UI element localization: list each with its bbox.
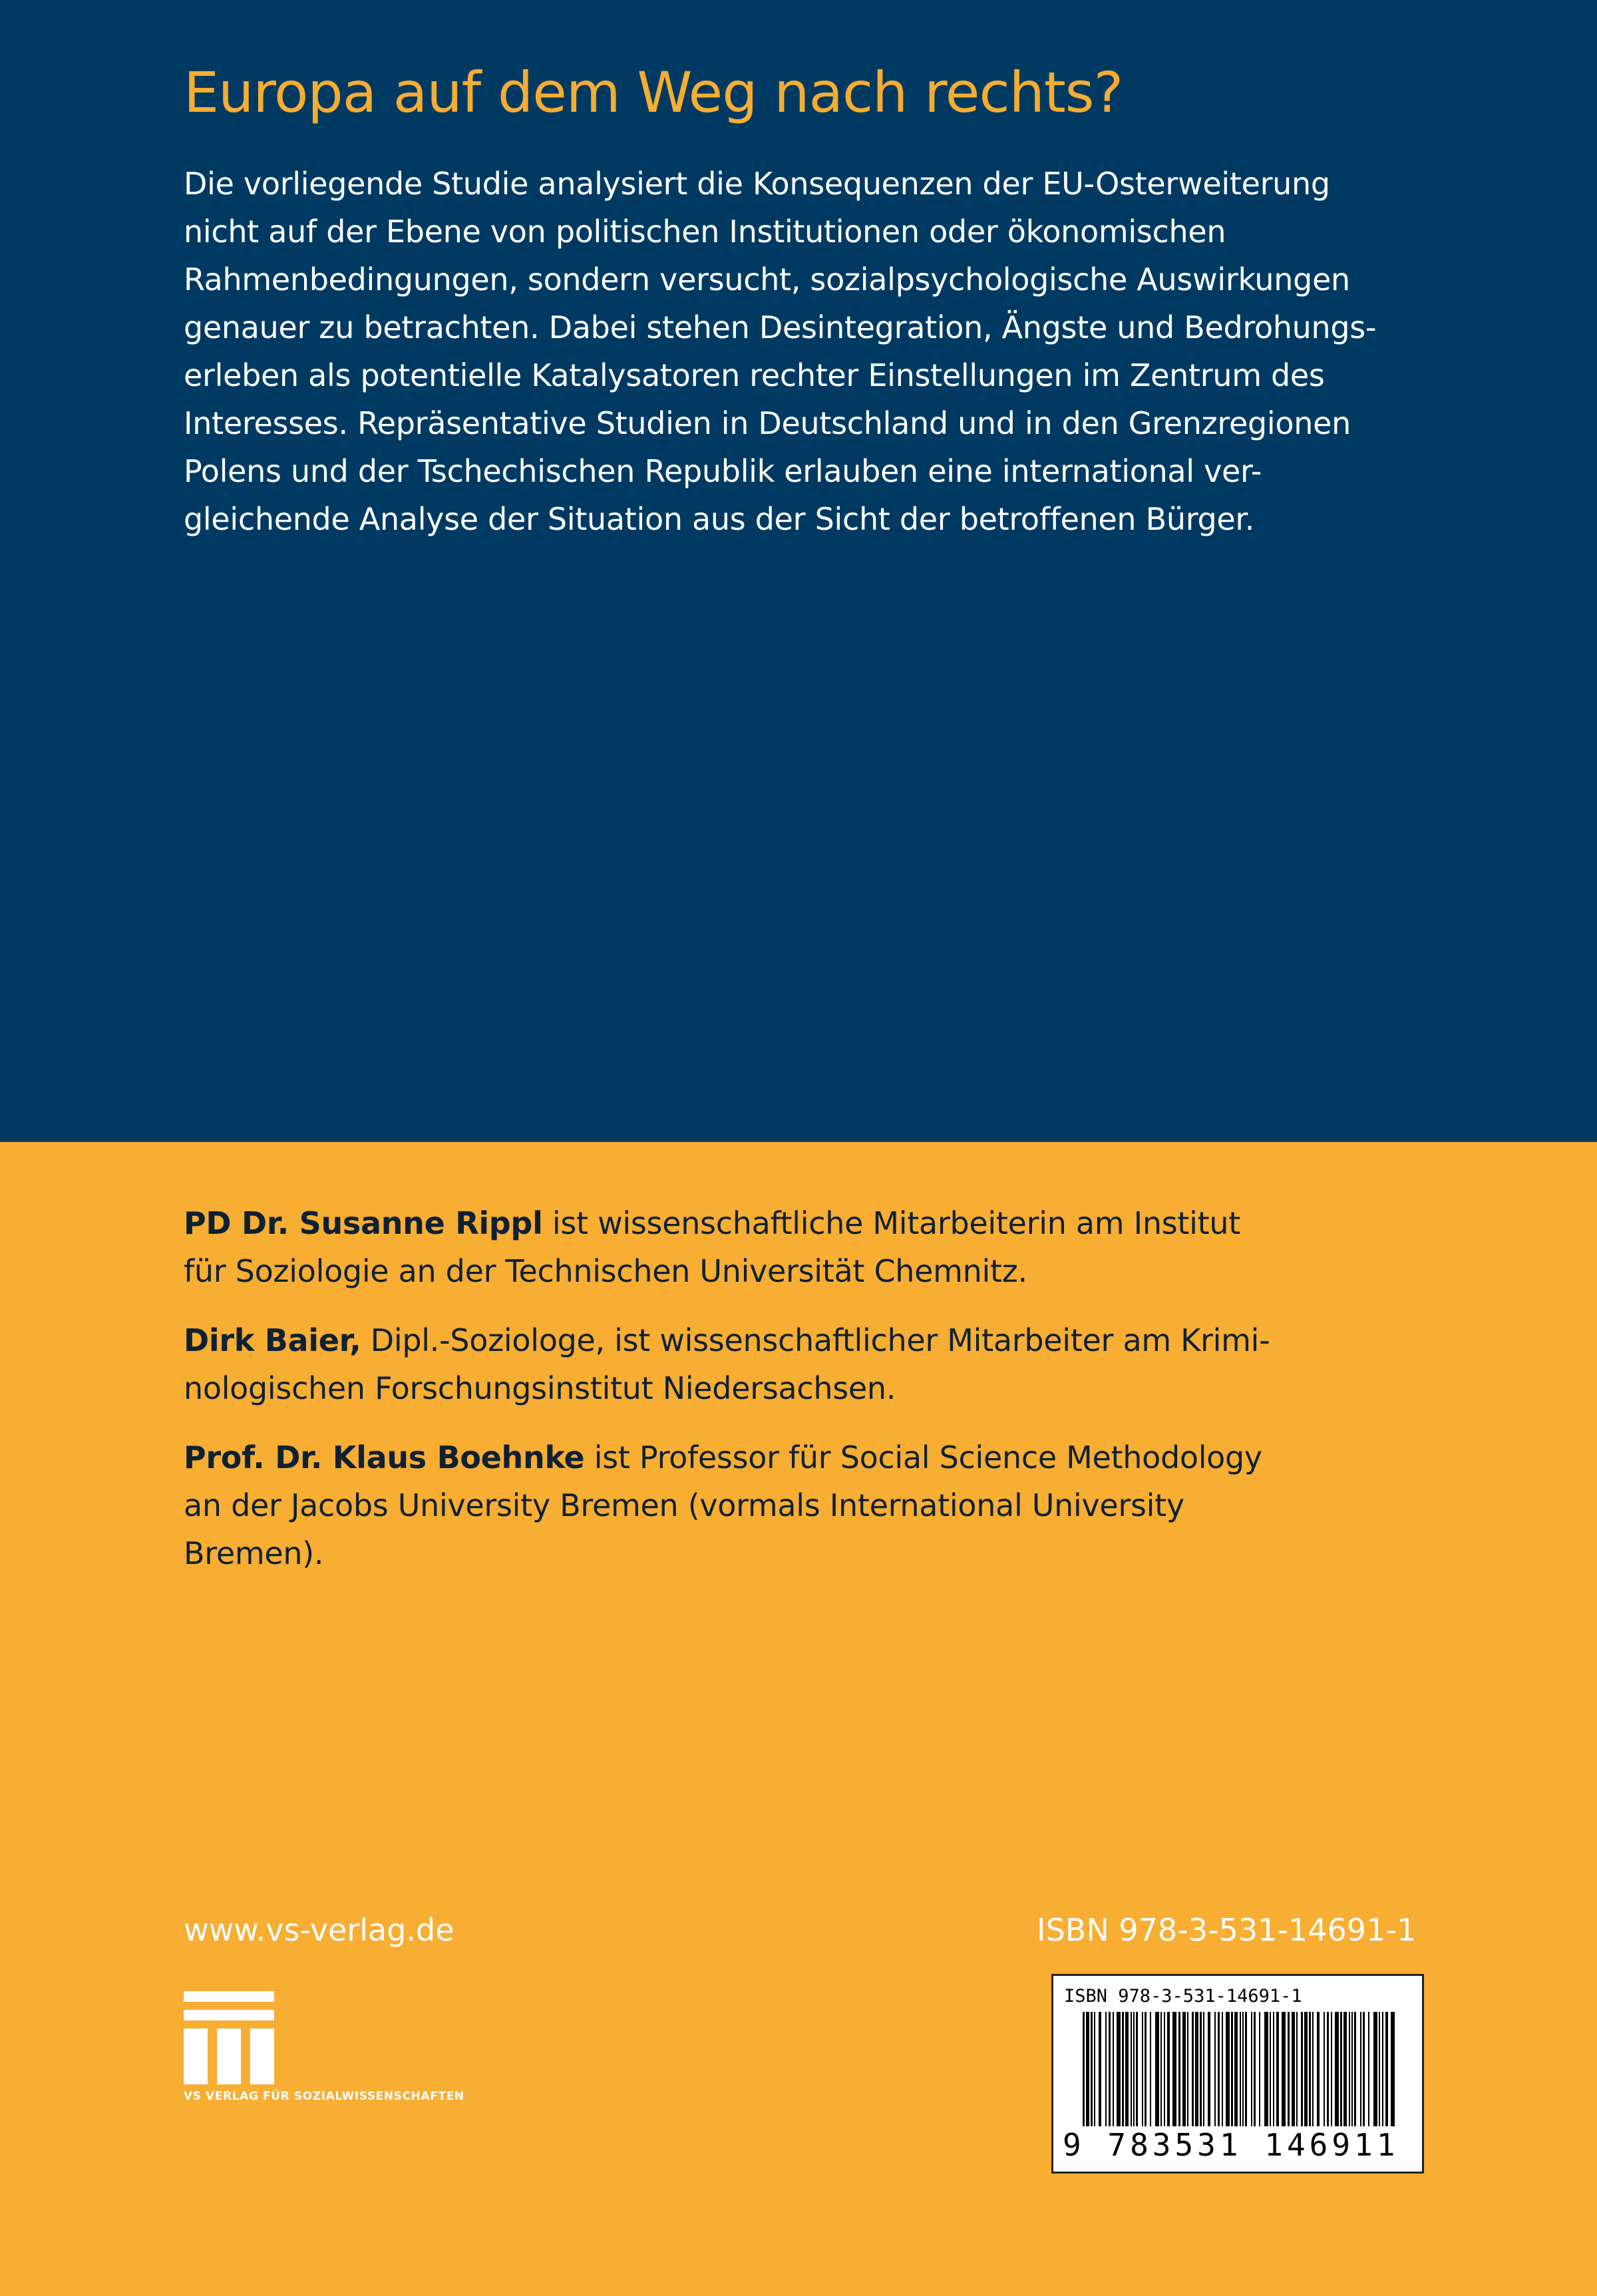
barcode-bar xyxy=(1385,2012,1388,2145)
description-line: Interesses. Repräsentative Studien in Deutschland und in den Grenzregionen xyxy=(184,405,1351,441)
barcode-bar xyxy=(1131,2012,1132,2145)
barcode-bar xyxy=(1200,2012,1202,2145)
barcode-bar xyxy=(1259,2012,1260,2145)
author-bio-line xyxy=(184,1199,1315,1247)
barcode-bar xyxy=(1214,2012,1216,2145)
barcode-bar xyxy=(1309,2012,1311,2145)
barcode-bar xyxy=(1109,2012,1111,2145)
barcode-bar xyxy=(1234,2012,1238,2145)
author-name: Prof. Dr. Klaus Boehnke xyxy=(184,1439,585,1475)
barcode-bar xyxy=(1208,2012,1210,2145)
author-bio xyxy=(184,1316,1315,1412)
barcode-bar xyxy=(1192,2012,1194,2145)
barcode-bar xyxy=(1264,2012,1268,2145)
description-line: gleichende Analyse der Situation aus der Sicht der betroffenen Bürger. xyxy=(184,501,1255,537)
publisher-name: VS VERLAG FÜR SOZIALWISSENSCHAFTEN xyxy=(184,2090,464,2103)
barcode-bar xyxy=(1270,2012,1271,2145)
barcode-digits: 9 783531 146911 xyxy=(1063,2126,1413,2164)
barcode-bar xyxy=(1125,2012,1129,2145)
description-line: Rahmenbedingungen, sondern versucht, sozialpsychologische Auswirkungen xyxy=(184,262,1350,297)
barcode-bar xyxy=(1195,2012,1198,2145)
publisher-logo-icon xyxy=(184,1991,274,2084)
barcode-bar xyxy=(1142,2012,1143,2145)
barcode-bar xyxy=(1282,2012,1286,2145)
barcode-bar xyxy=(1245,2012,1247,2145)
barcode-bar xyxy=(1122,2012,1124,2145)
barcode-bars xyxy=(1063,2012,1413,2145)
isbn-label: ISBN 978-3-531-14691-1 xyxy=(1037,1912,1417,1948)
author-bio-line xyxy=(184,1316,1315,1364)
barcode-bar xyxy=(1368,2012,1369,2145)
author-bio-line xyxy=(184,1434,1315,1481)
author-name: PD Dr. Susanne Rippl xyxy=(184,1205,543,1241)
barcode-isbn-label: ISBN 978-3-531-14691-1 xyxy=(1064,1986,1302,2007)
author-bio xyxy=(184,1434,1315,1577)
barcode-bar xyxy=(1273,2012,1274,2145)
barcode-bar xyxy=(1340,2012,1342,2145)
author-bios xyxy=(184,1199,1315,1599)
barcode-bar xyxy=(1117,2012,1121,2145)
barcode-bar xyxy=(1136,2012,1138,2145)
barcode-bar xyxy=(1296,2012,1298,2145)
barcode-bar xyxy=(1391,2012,1395,2145)
barcode-bar xyxy=(1351,2012,1353,2145)
barcode-bar xyxy=(1304,2012,1308,2145)
author-bio-text: Dipl.-Soziologe, ist wissenschaftlicher Mitarbeiter am Krimi- xyxy=(361,1322,1270,1358)
barcode-bar xyxy=(1178,2012,1180,2145)
barcode-bar xyxy=(1187,2012,1188,2145)
author-bio-line: an der Jacobs University Bremen (vormals International University xyxy=(184,1487,1184,1523)
barcode-bar xyxy=(1288,2012,1290,2145)
barcode-bar xyxy=(1276,2012,1279,2145)
description-line: Polens und der Tschechischen Republik erlauben eine international ver- xyxy=(184,453,1262,489)
barcode-bar xyxy=(1331,2012,1332,2145)
barcode-bar xyxy=(1335,2012,1339,2145)
description-line: Die vorliegende Studie analysiert die Konsequenzen der EU-Osterweiterung xyxy=(184,166,1330,202)
barcode-bar xyxy=(1155,2012,1159,2145)
barcode-bar xyxy=(1218,2012,1220,2145)
barcode-bar xyxy=(1360,2012,1361,2145)
barcode-bar xyxy=(1382,2012,1383,2145)
barcode-bar xyxy=(1312,2012,1314,2145)
barcode-bar xyxy=(1160,2012,1162,2145)
publisher-logo xyxy=(184,1991,274,2087)
description-line: erleben als potentielle Katalysatoren rechter Einstellungen im Zentrum des xyxy=(184,357,1325,393)
barcode-bar xyxy=(1251,2012,1252,2145)
barcode-bar xyxy=(1373,2012,1377,2145)
barcode-bar xyxy=(1363,2012,1365,2145)
barcode-bar xyxy=(1150,2012,1151,2145)
barcode-bar xyxy=(1242,2012,1244,2145)
barcode-bar xyxy=(1105,2012,1107,2145)
publisher-website[interactable]: www.vs-verlag.de xyxy=(184,1912,454,1948)
author-bio-line: für Soziologie an der Technischen Universität Chemnitz. xyxy=(184,1253,1027,1289)
isbn-barcode xyxy=(1051,1974,1424,2174)
author-name: Dirk Baier, xyxy=(184,1322,361,1358)
barcode-bar xyxy=(1099,2012,1101,2145)
barcode-bar xyxy=(1226,2012,1230,2145)
barcode-bar xyxy=(1113,2012,1114,2145)
barcode-bar xyxy=(1301,2012,1303,2145)
barcode-bar xyxy=(1086,2012,1089,2145)
barcode-bar xyxy=(1324,2012,1325,2145)
barcode-bar xyxy=(1094,2012,1095,2145)
barcode-bar xyxy=(1254,2012,1256,2145)
barcode-bar xyxy=(1164,2012,1165,2145)
barcode-bar xyxy=(1145,2012,1147,2145)
description-line: genauer zu betrachten. Dabei stehen Desintegration, Ängste und Bedrohungs- xyxy=(184,309,1377,345)
barcode-bar xyxy=(1317,2012,1320,2145)
barcode-bar xyxy=(1133,2012,1135,2145)
barcode-bar xyxy=(1182,2012,1186,2145)
barcode-bar xyxy=(1240,2012,1241,2145)
barcode-bar xyxy=(1379,2012,1380,2145)
barcode-bar xyxy=(1354,2012,1356,2145)
barcode-bar xyxy=(1349,2012,1350,2145)
barcode-bar xyxy=(1222,2012,1223,2145)
barcode-bar xyxy=(1203,2012,1204,2145)
author-bio-text: ist wissenschaftliche Mitarbeiterin am Institut xyxy=(542,1205,1240,1241)
description-line: nicht auf der Ebene von politischen Institutionen oder ökonomischen xyxy=(184,214,1226,250)
barcode-bar xyxy=(1167,2012,1170,2145)
author-bio-text: ist Professor für Social Science Methodology xyxy=(584,1439,1262,1475)
description xyxy=(184,160,1376,543)
book-title: Europa auf dem Weg nach rechts? xyxy=(184,60,1123,125)
author-bio-line: Bremen). xyxy=(184,1535,324,1571)
barcode-bar xyxy=(1231,2012,1233,2145)
author-bio xyxy=(184,1199,1315,1295)
barcode-bar xyxy=(1343,2012,1347,2145)
barcode-bar xyxy=(1172,2012,1176,2145)
author-bio-line: nologischen Forschungsinstitut Niedersachsen. xyxy=(184,1370,896,1406)
barcode-bar xyxy=(1327,2012,1329,2145)
barcode-bar xyxy=(1083,2012,1085,2145)
barcode-bar xyxy=(1091,2012,1093,2145)
barcode-bar xyxy=(1292,2012,1295,2145)
